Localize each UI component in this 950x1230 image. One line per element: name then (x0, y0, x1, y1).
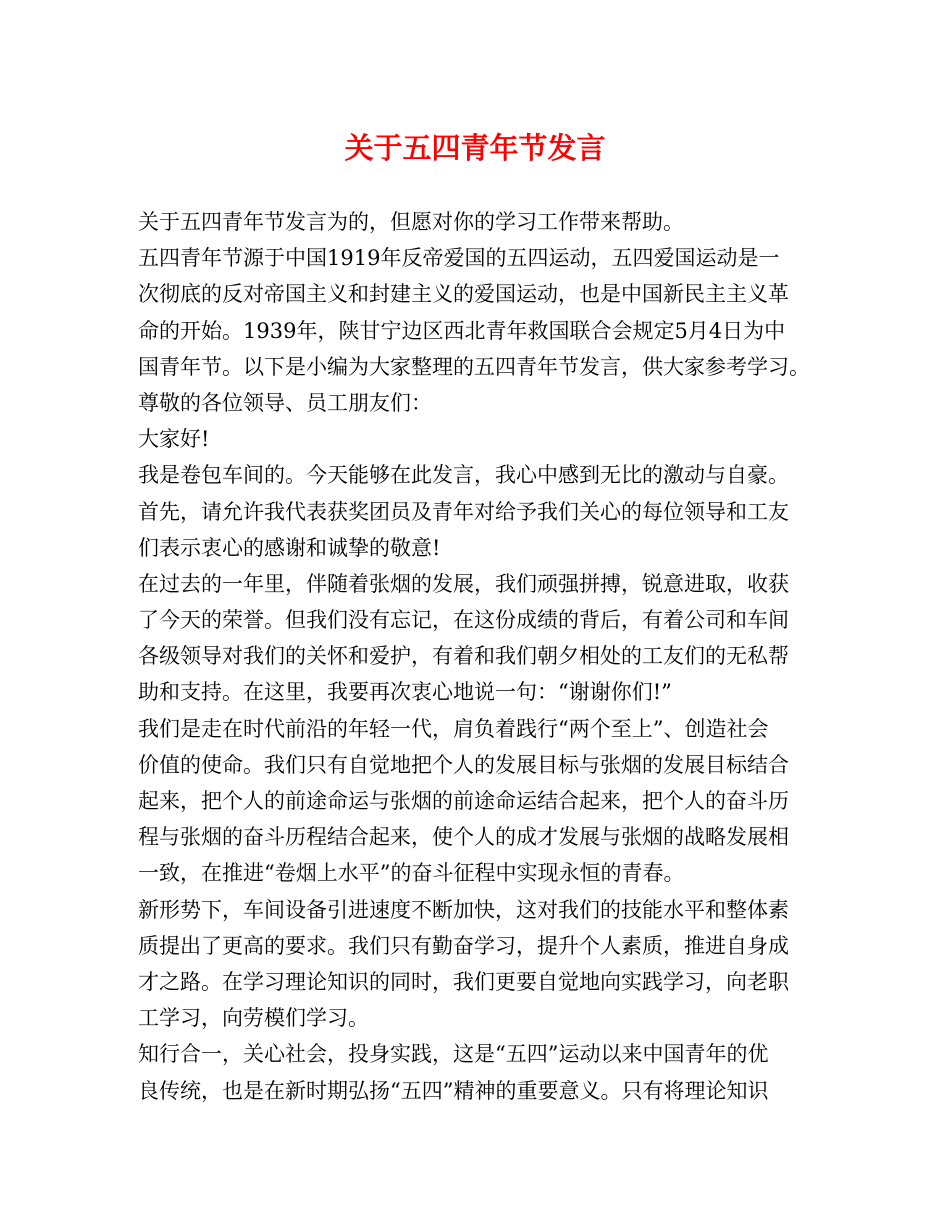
body-line: 新形势下，车间设备引进速度不断加快，这对我们的技能水平和整体素 (138, 897, 789, 922)
document-body (138, 204, 828, 1109)
body-line: 关于五四青年节发言为的，但愿对你的学习工作带来帮助。 (138, 210, 684, 234)
body-line: 在过去的一年里，伴随着张烟的发展，我们顽强拼搏，锐意进取，收获 (138, 571, 789, 596)
body-line: 助和支持。在这里，我要再次衷心地说一句：“谢谢你们!” (138, 680, 672, 705)
body-line: 五四青年节源于中国1919年反帝爱国的五四运动，五四爱国运动是一 (138, 246, 780, 271)
document-title: 关于五四青年节发言 (344, 131, 606, 165)
body-line: 首先，请允许我代表获奖团员及青年对给予我们关心的每位领导和工友 (138, 499, 789, 524)
body-line: 工学习，向劳模们学习。 (138, 1006, 369, 1031)
body-line: 次彻底的反对帝国主义和封建主义的爱国运动，也是中国新民主主义革 (138, 282, 789, 307)
body-line: 才之路。在学习理论知识的同时，我们更要自觉地向实践学习，向老职 (138, 969, 789, 994)
body-line: 程与张烟的奋斗历程结合起来，使个人的成才发展与张烟的战略发展相 (138, 825, 789, 850)
body-line: 价值的使命。我们只有自觉地把个人的发展目标与张烟的发展目标结合 (138, 752, 789, 777)
body-line: 尊敬的各位领导、员工朋友们： (138, 390, 432, 415)
body-line: 我是卷包车间的。今天能够在此发言，我心中感到无比的激动与自豪。 (138, 463, 789, 488)
body-line: 我们是走在时代前沿的年轻一代，肩负着践行“两个至上”、创造社会 (138, 716, 769, 741)
body-line: 命的开始。1939年，陕甘宁边区西北青年救国联合会规定5月4日为中 (138, 318, 786, 343)
body-line: 质提出了更高的要求。我们只有勤奋学习，提升个人素质，推进自身成 (138, 933, 789, 958)
body-line: 大家好! (138, 427, 210, 452)
body-line: 良传统，也是在新时期弘扬“五四”精神的重要意义。只有将理论知识 (138, 1078, 769, 1103)
body-line: 起来，把个人的前途命运与张烟的前途命运结合起来，把个人的奋斗历 (138, 789, 789, 813)
body-line: 一致，在推进“卷烟上水平”的奋斗征程中实现永恒的青春。 (138, 861, 685, 886)
body-line: 们表示衷心的感谢和诚挚的敬意! (138, 535, 441, 560)
body-line: 知行合一，关心社会，投身实践，这是“五四”运动以来中国青年的优 (138, 1042, 769, 1067)
body-line: 国青年节。以下是小编为大家整理的五四青年节发言，供大家参考学习。 (138, 354, 810, 379)
body-line: 了今天的荣誉。但我们没有忘记，在这份成绩的背后，有着公司和车间 (138, 608, 789, 633)
body-line: 各级领导对我们的关怀和爱护，有着和我们朝夕相处的工友们的无私帮 (138, 644, 789, 669)
